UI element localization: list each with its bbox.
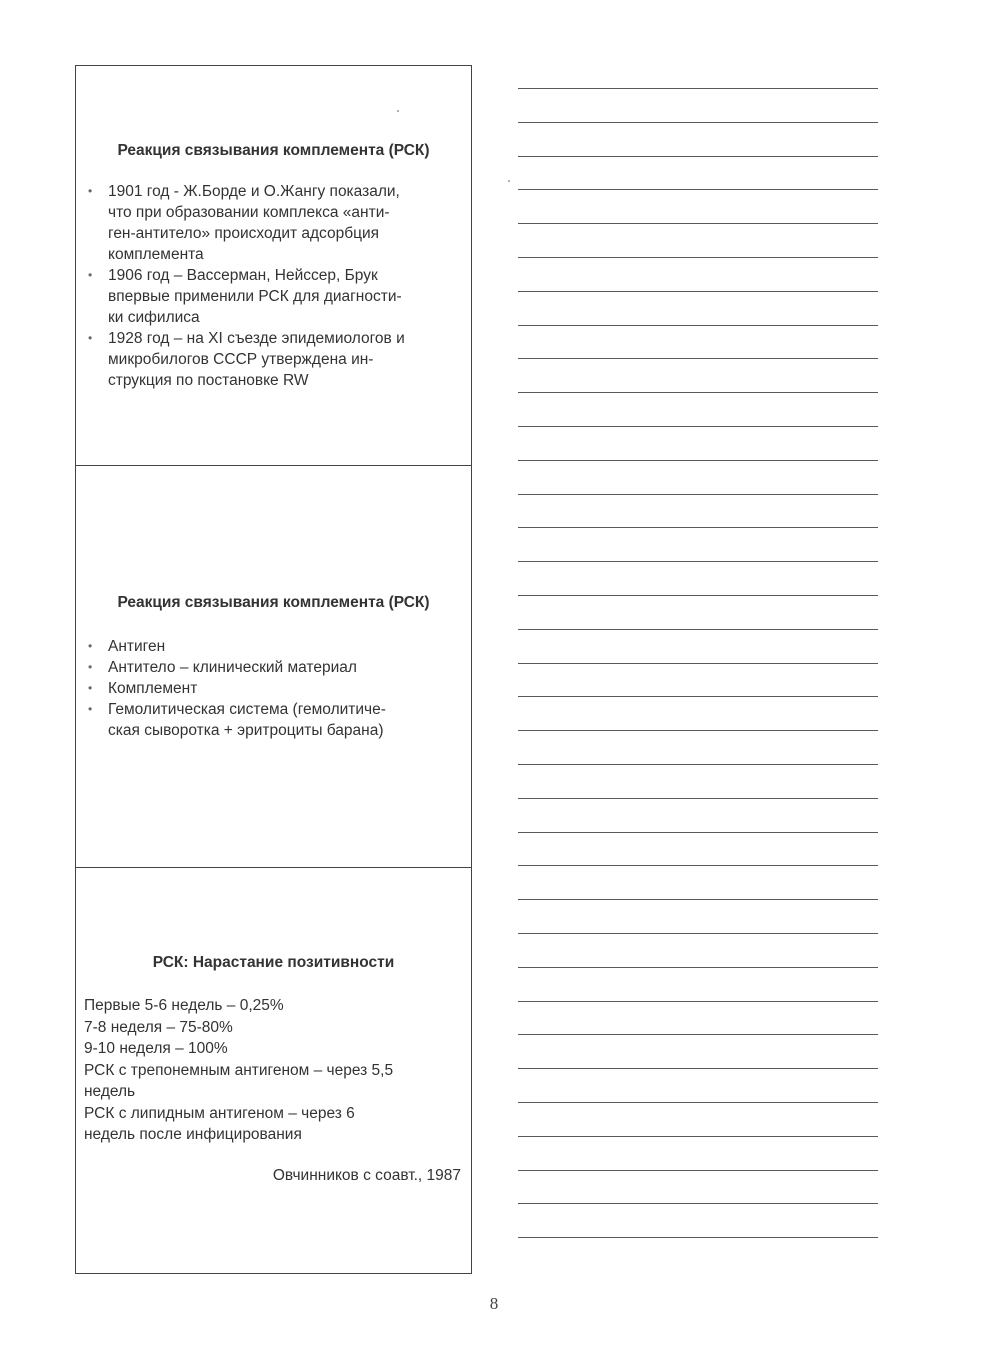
note-line [518, 527, 878, 528]
bullet-text-line: Антитело – клинический материал [108, 659, 357, 676]
note-line [518, 663, 878, 664]
slide-3-title: РСК: Нарастание позитивности [152, 954, 395, 971]
bullet-item [84, 678, 463, 699]
body-line: Первые 5-6 недель – 0,25% [84, 997, 284, 1014]
bullet-dot-icon: • [88, 639, 93, 653]
scan-speck [508, 180, 510, 182]
bullet-text-line: микробилогов СССР утверждена ин- [108, 351, 374, 368]
slide-3-body [84, 995, 463, 1146]
note-line [518, 1001, 878, 1002]
note-line [518, 223, 878, 224]
note-line [518, 967, 878, 968]
bullet-text-line: что при образовании комплекса «анти- [108, 204, 390, 221]
slides-panel [75, 65, 472, 1274]
body-line: РСК с трепонемным антигеном – через 5,5 [84, 1061, 394, 1079]
body-line: 7-8 неделя – 75-80% [84, 1018, 233, 1036]
note-line [518, 88, 878, 89]
body-line: недель [84, 1083, 136, 1100]
note-line [518, 426, 878, 427]
bullet-text-line: ская сыворотка + эритроциты барана) [108, 722, 384, 739]
slide-2-bullet-list [84, 636, 463, 741]
bullet-text-line: ки сифилиса [108, 309, 200, 326]
bullet-item [84, 636, 463, 657]
bullet-dot-icon: • [88, 331, 93, 345]
bullet-text-line: струкция по постановке RW [108, 372, 309, 389]
note-line [518, 358, 878, 359]
note-line [518, 325, 878, 326]
bullet-dot-icon: • [88, 660, 93, 674]
note-line [518, 156, 878, 157]
bullet-text-line: Антиген [108, 638, 166, 655]
page-number: 8 [489, 1294, 499, 1313]
note-line [518, 122, 878, 123]
notes-lined-area [518, 70, 878, 1270]
note-line [518, 1034, 878, 1035]
bullet-text-line: Комплемент [108, 680, 198, 697]
body-line: недель после инфицирования [84, 1126, 302, 1143]
slide-1 [76, 66, 471, 466]
bullet-item [84, 699, 463, 741]
note-line [518, 1068, 878, 1069]
bullet-text-line: Гемолитическая система (гемолитиче- [108, 701, 386, 718]
slide-2 [76, 466, 471, 868]
slide-3-source: Овчинников с соавт., 1987 [272, 1167, 461, 1184]
slide-2-title: Реакция связывания комплемента (РСК) [117, 594, 430, 611]
bullet-item [84, 328, 463, 391]
note-line [518, 561, 878, 562]
note-line [518, 933, 878, 934]
scan-speck [397, 110, 399, 112]
note-line [518, 696, 878, 697]
bullet-dot-icon: • [88, 702, 93, 716]
bullet-text-line: 1928 год – на XI съезде эпидемиологов и [108, 330, 405, 347]
bullet-text-line: комплемента [108, 246, 204, 263]
bullet-text-line: 1901 год - Ж.Борде и О.Жангу показали, [108, 183, 400, 200]
slide-3 [76, 868, 471, 1275]
note-line [518, 798, 878, 799]
note-line [518, 1102, 878, 1103]
bullet-dot-icon: • [88, 268, 93, 282]
note-line [518, 291, 878, 292]
note-line [518, 730, 878, 731]
note-line [518, 1237, 878, 1238]
note-line [518, 1203, 878, 1204]
slide-1-bullet-list [84, 181, 463, 391]
bullet-text-line: 1906 год – Вассерман, Нейссер, Брук [108, 267, 378, 284]
body-line: 9-10 неделя – 100% [84, 1040, 228, 1057]
note-line [518, 460, 878, 461]
note-line [518, 764, 878, 765]
slide-1-title: Реакция связывания комплемента (РСК) [117, 142, 430, 159]
note-line [518, 189, 878, 190]
note-line [518, 494, 878, 495]
note-line [518, 865, 878, 866]
note-line [518, 832, 878, 833]
bullet-text-line: впервые применили РСК для диагности- [108, 288, 402, 305]
note-line [518, 1136, 878, 1137]
note-line [518, 392, 878, 393]
note-line [518, 629, 878, 630]
bullet-item [84, 181, 463, 265]
bullet-dot-icon: • [88, 681, 93, 695]
note-line [518, 595, 878, 596]
body-line: РСК с липидным антигеном – через 6 [84, 1104, 355, 1122]
note-line [518, 899, 878, 900]
bullet-item [84, 265, 463, 328]
bullet-item [84, 657, 463, 678]
bullet-text-line: ген-антитело» происходит адсорбция [108, 225, 380, 242]
note-line [518, 1170, 878, 1171]
bullet-dot-icon: • [88, 184, 93, 198]
note-line [518, 257, 878, 258]
